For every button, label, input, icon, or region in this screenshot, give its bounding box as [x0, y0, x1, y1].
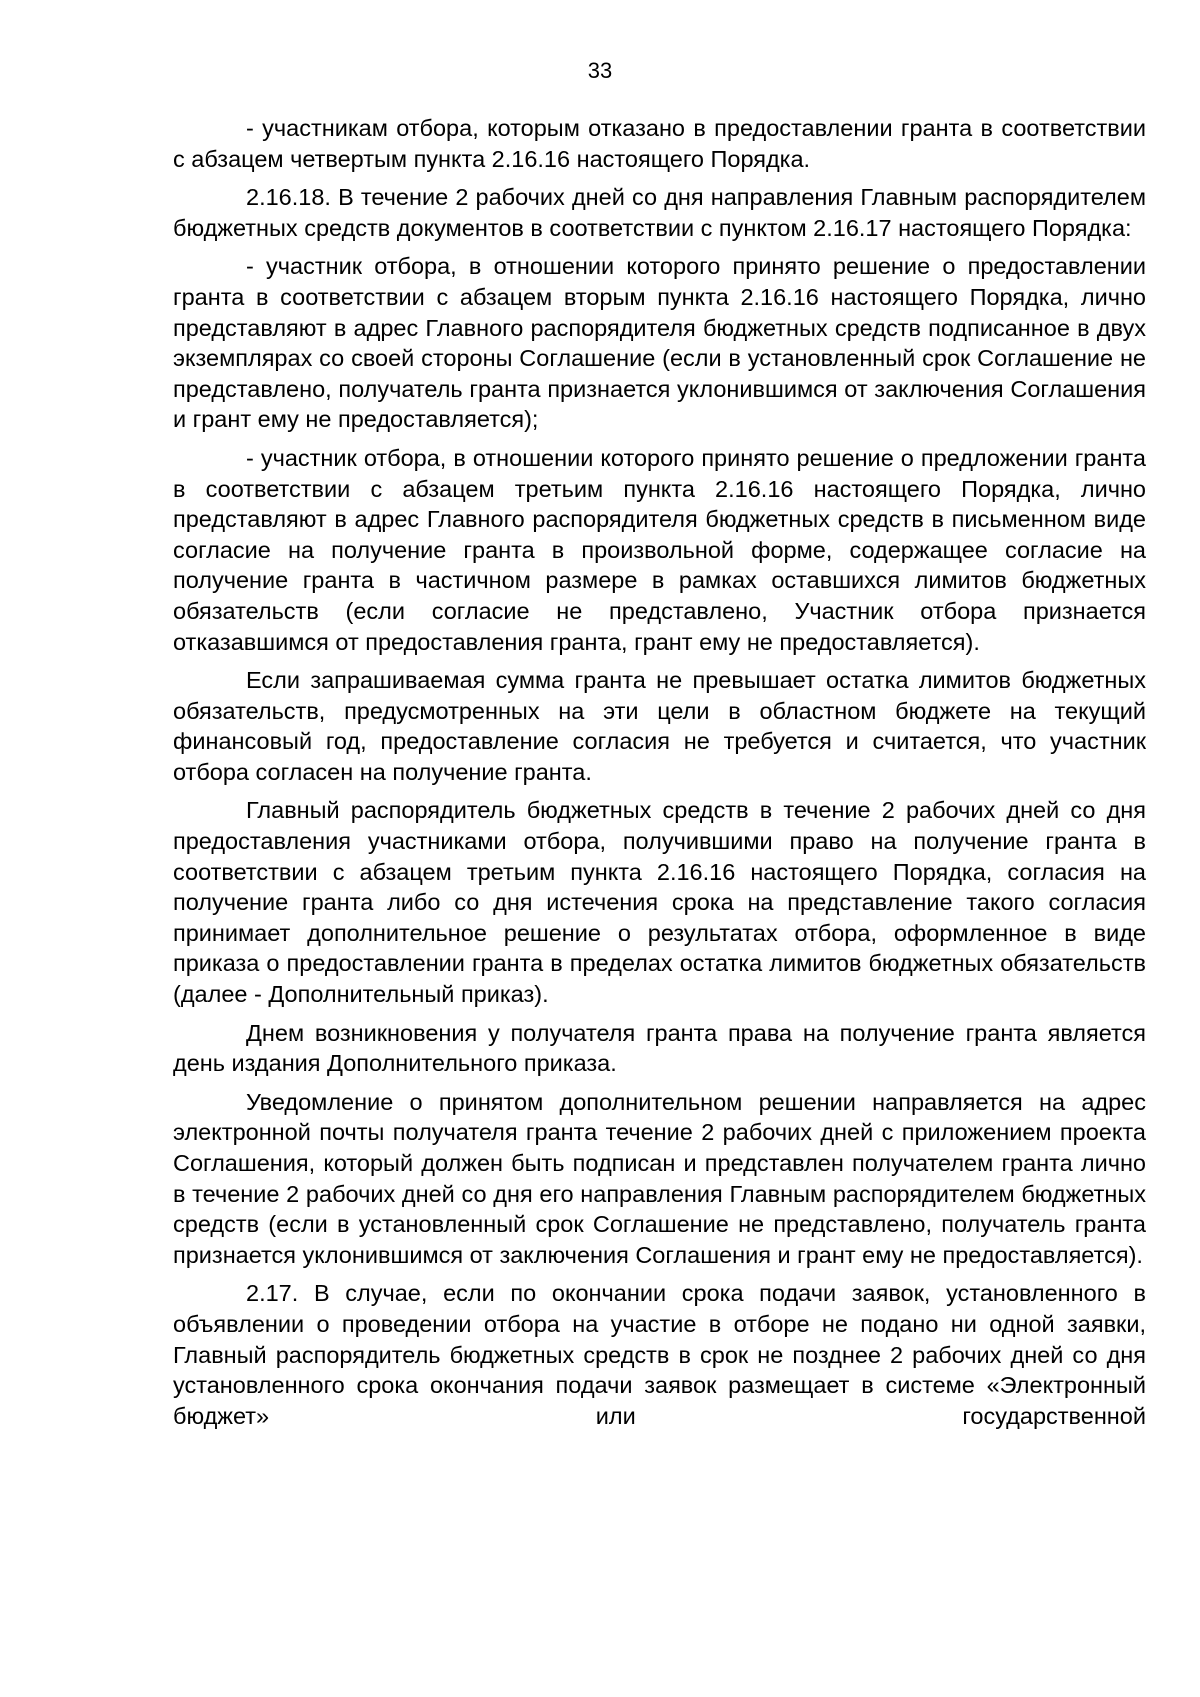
paragraph-consent-not-required: Если запрашиваемая сумма гранта не превышает остатка лимитов бюджетных обязательств, предусмотренных на эти цели в областном бюджете на текущий финансовый год, предоставление согласия не требуется и считается, что участник отбора согласен на получение гранта. — [173, 667, 1146, 785]
document-body — [173, 113, 1146, 1439]
paragraph-right-origin-day: Днем возникновения у получателя гранта права на получение гранта является день издания Дополнительного приказа. — [173, 1019, 1146, 1077]
paragraph-2-17: 2.17. В случае, если по окончании срока подачи заявок, установленного в объявлении о проведении отбора на участие в отборе не подано ни одной заявки, Главный распорядитель бюджетных средств в срок не позднее 2 рабочих дней со дня установленного срока окончания подачи заявок размещает в системе «Электронный бюджет» или государственной — [173, 1280, 1146, 1429]
paragraph-refused-participants: - участникам отбора, которым отказано в предоставлении гранта в соответствии с абзацем четвертым пункта 2.16.16 настоящего Порядка. — [173, 115, 1146, 172]
paragraph-grant-decision-participant: - участник отбора, в отношении которого принято решение о предоставлении гранта в соответствии с абзацем вторым пункта 2.16.16 настоящего Порядка, лично представляют в адрес Главного распорядителя бюджетных средств подписанное в двух экземплярах со своей стороны Соглашение (если в установленный срок Соглашение не представлено, получатель гранта признается уклонившимся от заключения Соглашения и грант ему не предоставляется); — [173, 253, 1146, 433]
paragraph-additional-decision: Главный распорядитель бюджетных средств в течение 2 рабочих дней со дня предоставления участниками отбора, получившими право на получение гранта в соответствии с абзацем третьим пункта 2.16.16 настоящего Порядка, согласия на получение гранта либо со дня истечения срока на представление такого согласия принимает дополнительное решение о результатах отбора, оформленное в виде приказа о предоставлении гранта в пределах остатка лимитов бюджетных обязательств (далее - Дополнительный приказ). — [173, 797, 1146, 1008]
paragraph-grant-offer-participant: - участник отбора, в отношении которого принято решение о предложении гранта в соответствии с абзацем третьим пункта 2.16.16 настоящего Порядка, лично представляют в адрес Главного распорядителя бюджетных средств в письменном виде согласие на получение гранта в произвольной форме, содержащее согласие на получение гранта в частичном размере в рамках оставшихся лимитов бюджетных обязательств (если согласие не представлено, Участник отбора признается отказавшимся от предоставления гранта, грант ему не предоставляется). — [173, 444, 1146, 655]
paragraph-notification: Уведомление о принятом дополнительном решении направляется на адрес электронной почты получателя гранта течение 2 рабочих дней с приложением проекта Соглашения, который должен быть подписан и представлен получателем гранта лично в течение 2 рабочих дней со дня его направления Главным распорядителем бюджетных средств (если в установленный срок Соглашение не представлено, получатель гранта признается уклонившимся от заключения Соглашения и грант ему не предоставляется). — [173, 1088, 1146, 1268]
page-number: 33 — [587, 58, 613, 83]
paragraph-2-16-18: 2.16.18. В течение 2 рабочих дней со дня направления Главным распорядителем бюджетных средств документов в соответствии с пунктом 2.16.17 настоящего Порядка: — [173, 184, 1146, 241]
